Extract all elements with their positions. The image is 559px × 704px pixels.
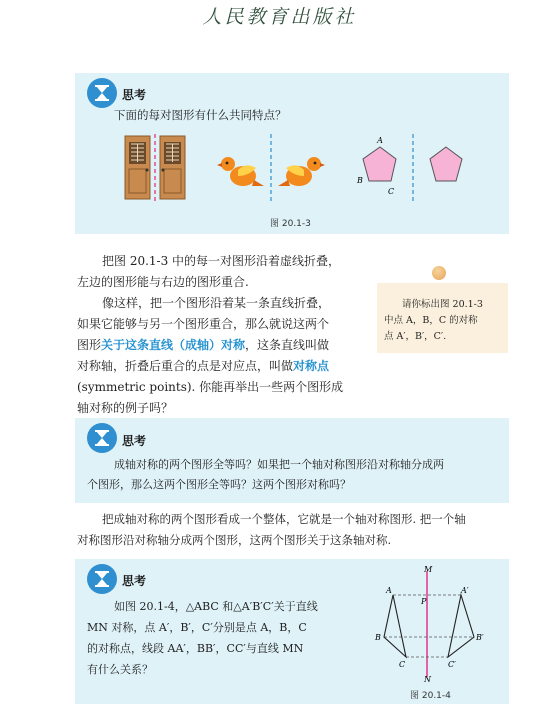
think-label-2: 思考 <box>122 434 147 448</box>
body1-line5: 图形关于这条直线（成轴）对称，这条直线叫做 <box>77 338 330 352</box>
pentagon-right <box>430 147 462 181</box>
think-hourglass-icon <box>87 78 117 108</box>
think3-line2: MN 对称，点 A′，B′，C′分别是点 A，B，C <box>87 621 307 634</box>
label-n: N <box>424 675 431 683</box>
publisher-header: 人民教育出版社 <box>202 6 357 28</box>
body1-line8: 轴对称的例子吗？ <box>77 401 174 415</box>
label-b: B <box>357 176 363 185</box>
figure-20-1-4 <box>366 563 496 683</box>
label-c-prime: C′ <box>448 660 456 669</box>
think3-line3: 的对称点，线段 AA′，BB′，CC′与直线 MN <box>87 642 304 655</box>
label-c: C <box>388 187 395 196</box>
label-a: A <box>377 136 383 145</box>
body1-line4: 如果它能够与另一个图形重合，那么就说这两个 <box>77 317 330 331</box>
think2-line1: 成轴对称的两个图形全等吗？如果把一个轴对称图形沿对称轴分成两 <box>114 458 444 471</box>
figure-caption-1: 图 20.1-3 <box>270 219 311 229</box>
label-p: P <box>421 597 427 606</box>
think3-line4: 有什么关系？ <box>87 663 153 676</box>
label-a-prime: A′ <box>461 586 469 595</box>
term-axis-symmetry: 关于这条直线（成轴）对称 <box>101 338 246 352</box>
side-note-text: 请你标出图 20.1-3 中点 A，B，C 的对称 点 A′，B′，C′. <box>384 299 483 342</box>
think-label-1: 思考 <box>122 88 147 102</box>
think-label-3: 思考 <box>122 574 147 588</box>
think1-question: 下面的每对图形有什么共同特点？ <box>114 108 287 122</box>
think-hourglass-icon <box>87 564 117 594</box>
label-b: B <box>375 633 381 642</box>
label-c: C <box>399 660 406 669</box>
figure-caption-2: 图 20.1-4 <box>410 691 451 701</box>
bird-left <box>217 157 264 186</box>
door-right <box>160 136 185 199</box>
label-a: A <box>386 586 392 595</box>
body2-line1: 把成轴对称的两个图形看成一个整体，它就是一个轴对称图形. 把一个轴 <box>102 512 466 526</box>
triangle-abc <box>384 595 406 657</box>
label-m: M <box>424 565 433 574</box>
label-b-prime: B′ <box>476 633 484 642</box>
think3-line1: 如图 20.1-4，△ABC 和△A′B′C′关于直线 <box>114 600 318 613</box>
term-symmetric-points: 对称点 <box>293 359 330 373</box>
body1-line3: 像这样，把一个图形沿着某一条直线折叠， <box>102 296 331 310</box>
body1-line6: 对称轴，折叠后重合的点是对应点，叫做对称点 <box>77 359 330 373</box>
think2-line2: 个图形，那么这两个图形全等吗？这两个图形对称吗？ <box>87 478 351 491</box>
body1-line2: 左边的图形能与右边的图形重合. <box>77 275 249 289</box>
bird-right <box>278 157 325 186</box>
body2-line2: 对称图形沿对称轴分成两个图形，这两个图形关于这条轴对称. <box>77 533 392 547</box>
body1-line1: 把图 20.1-3 中的每一对图形沿着虚线折叠， <box>102 254 341 268</box>
triangle-a2b2c2 <box>448 595 474 657</box>
figure-20-1-3 <box>118 134 478 204</box>
door-left <box>125 136 150 199</box>
body1-line7: (symmetric points). 你能再举出一些两个图形成 <box>77 380 344 394</box>
pushpin-icon <box>432 266 446 280</box>
pentagon-left <box>363 147 396 181</box>
think-hourglass-icon <box>87 423 117 453</box>
